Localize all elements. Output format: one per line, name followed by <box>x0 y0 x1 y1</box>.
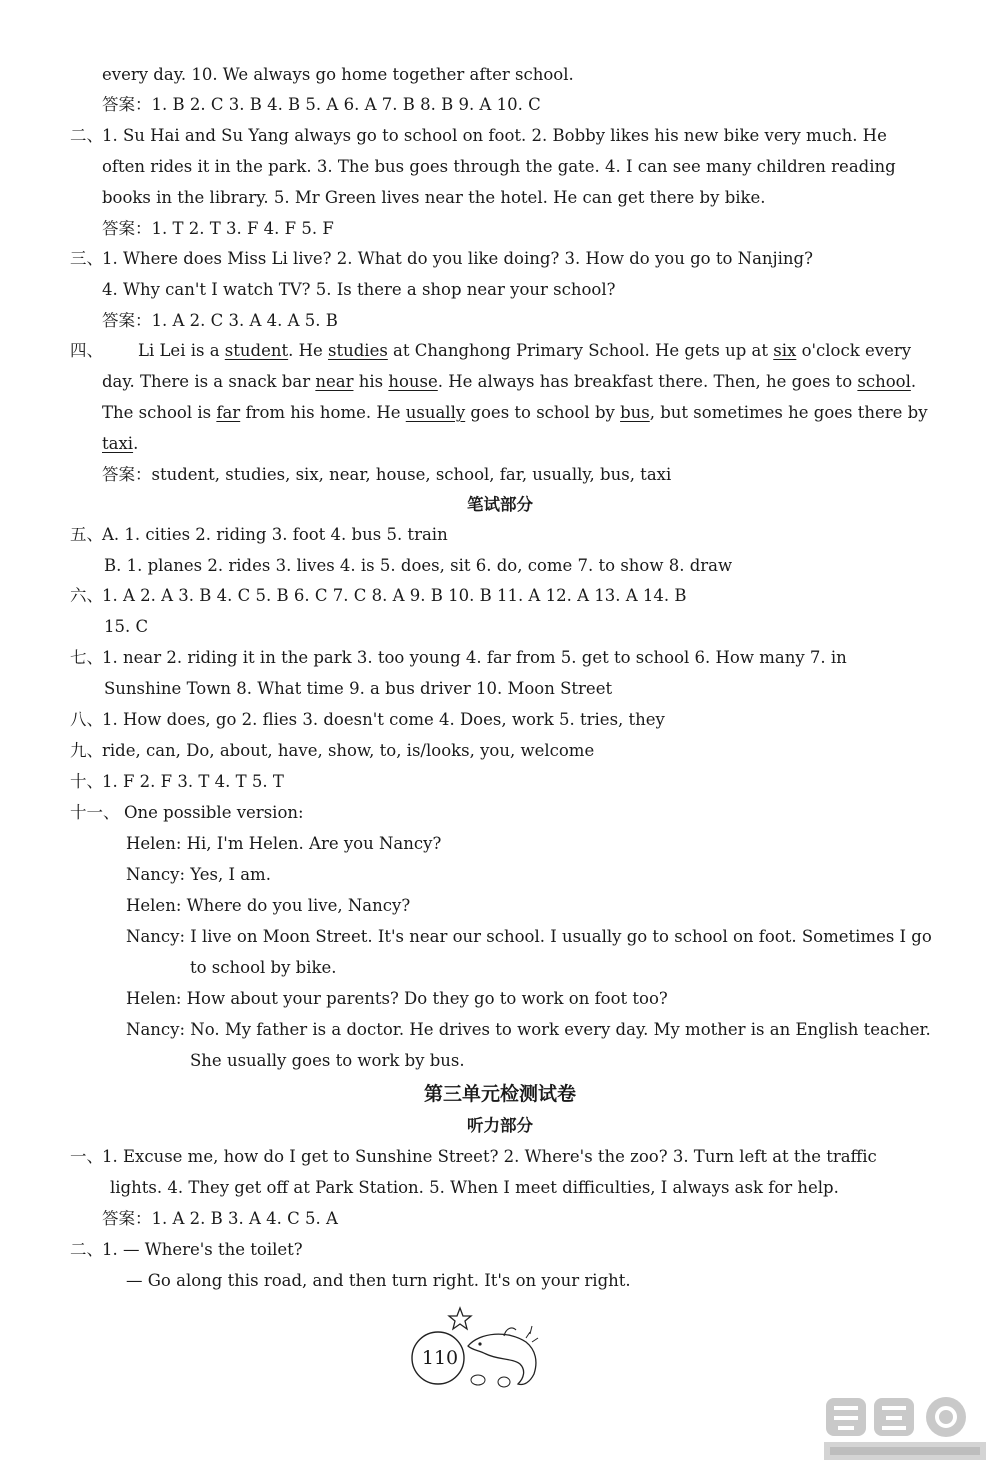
text-line: A. 1. cities 2. riding 3. foot 4. bus 5. train <box>102 525 448 544</box>
dialogue-line: Helen: Where do you live, Nancy? <box>126 896 411 915</box>
text-line: 4. Why can't I watch TV? 5. Is there a shop near your school? <box>102 280 616 299</box>
section-marker: 十一、 <box>70 803 120 822</box>
passage-text: o'clock every <box>796 341 912 360</box>
answer-word: usually <box>405 403 466 422</box>
answer-line: 答案：1. A 2. B 3. A 4. C 5. A <box>102 1209 338 1228</box>
section-marker: 三、 <box>70 249 103 268</box>
section-marker: 二、 <box>70 126 103 145</box>
passage-text: . <box>133 434 139 453</box>
text-line: 1. F 2. F 3. T 4. T 5. T <box>102 772 284 791</box>
answer-word: bus <box>620 403 650 422</box>
text-line: lights. 4. They get off at Park Station. 5. When I meet difficulties, I always ask for help. <box>110 1178 839 1197</box>
dialogue-line: Nancy: I live on Moon Street. It's near our school. I usually go to school on foot. Sometimes I go <box>126 927 932 946</box>
passage-text: from his home. He <box>240 403 406 422</box>
text-line: 1. How does, go 2. flies 3. doesn't come 4. Does, work 5. tries, they <box>102 710 665 729</box>
answer-word: six <box>773 341 797 360</box>
section-heading: 笔试部分 <box>467 495 533 514</box>
answer-word: far <box>216 403 241 422</box>
answer-line: 答案：1. A 2. C 3. A 4. A 5. B <box>102 311 338 330</box>
answer-word: near <box>315 372 354 391</box>
text-line: One possible version: <box>124 803 304 822</box>
text-line: often rides it in the park. 3. The bus goes through the gate. 4. I can see many children reading <box>102 157 896 176</box>
passage-text: The school is <box>102 403 217 422</box>
answer-word: studies <box>328 341 388 360</box>
answer-line: 答案：student, studies, six, near, house, school, far, usually, bus, taxi <box>102 465 672 484</box>
passage-line <box>102 371 916 393</box>
passage-line <box>138 340 911 362</box>
text-line: Sunshine Town 8. What time 9. a bus driver 10. Moon Street <box>104 679 613 698</box>
dialogue-line: to school by bike. <box>190 958 337 977</box>
passage-line <box>102 402 928 424</box>
text-line: 1. A 2. A 3. B 4. C 5. B 6. C 7. C 8. A 9. B 10. B 11. A 12. A 13. A 14. B <box>102 586 687 605</box>
page-number: 110 <box>421 1347 459 1369</box>
text-line: B. 1. planes 2. rides 3. lives 4. is 5. does, sit 6. do, come 7. to show 8. draw <box>104 556 733 575</box>
text-line: books in the library. 5. Mr Green lives near the hotel. He can get there by bike. <box>102 188 766 207</box>
passage-text: , but sometimes he goes there by <box>649 403 928 422</box>
dialogue-line: She usually goes to work by bus. <box>190 1051 465 1070</box>
section-marker: 二、 <box>70 1240 103 1259</box>
text-line: 1. near 2. riding it in the park 3. too young 4. far from 5. get to school 6. How many 7. in <box>102 648 847 667</box>
section-marker: 一、 <box>70 1147 103 1166</box>
section-marker: 四、 <box>70 341 103 360</box>
answer-word: house <box>388 372 438 391</box>
text-line: — Go along this road, and then turn right. It's on your right. <box>126 1271 631 1290</box>
passage-text: . He always has breakfast there. Then, he goes to <box>437 372 858 391</box>
passage-text: . He <box>288 341 328 360</box>
answer-line: 答案：1. B 2. C 3. B 4. B 5. A 6. A 7. B 8. B 9. A 10. C <box>102 95 541 114</box>
text-line: 1. Su Hai and Su Yang always go to school on foot. 2. Bobby likes his new bike very much. He <box>102 126 887 145</box>
section-marker: 八、 <box>70 710 103 729</box>
text-line: every day. 10. We always go home together after school. <box>102 65 574 84</box>
unit-title: 第三单元检测试卷 <box>423 1083 576 1105</box>
text-line: 15. C <box>104 617 149 636</box>
passage-text: at Changhong Primary School. He gets up at <box>387 341 774 360</box>
passage-text: day. There is a snack bar <box>102 372 316 391</box>
text-line: 1. Excuse me, how do I get to Sunshine Street? 2. Where's the zoo? 3. Turn left at the traffic <box>102 1147 877 1166</box>
section-marker: 十、 <box>70 772 103 791</box>
section-marker: 五、 <box>70 525 103 544</box>
answer-word: school <box>857 372 911 391</box>
passage-text: goes to school by <box>465 403 621 422</box>
section-marker: 九、 <box>70 741 103 760</box>
passage-text: Li Lei is a <box>138 341 225 360</box>
answer-word: taxi <box>102 434 134 453</box>
dialogue-line: Nancy: No. My father is a doctor. He drives to work every day. My mother is an English teacher. <box>126 1020 931 1039</box>
watermark-logo <box>820 1394 990 1464</box>
passage-line <box>102 433 138 455</box>
text-line: ride, can, Do, about, have, show, to, is/looks, you, welcome <box>102 741 595 760</box>
passage-text: . <box>910 372 917 391</box>
answer-line: 答案：1. T 2. T 3. F 4. F 5. F <box>102 219 334 238</box>
watermark-icon <box>820 1394 990 1464</box>
passage-text: his <box>353 372 389 391</box>
text-line: 1. Where does Miss Li live? 2. What do you like doing? 3. How do you go to Nanjing? <box>102 249 813 268</box>
answer-word: student <box>224 341 289 360</box>
section-heading: 听力部分 <box>467 1116 533 1135</box>
dialogue-line: Nancy: Yes, I am. <box>126 865 271 884</box>
dolphin-decoration <box>408 1302 558 1392</box>
section-marker: 七、 <box>70 648 103 667</box>
section-marker: 六、 <box>70 586 103 605</box>
text-line: 1. — Where's the toilet? <box>102 1240 303 1259</box>
dialogue-line: Helen: Hi, I'm Helen. Are you Nancy? <box>126 834 442 853</box>
dialogue-line: Helen: How about your parents? Do they go to work on foot too? <box>126 989 668 1008</box>
